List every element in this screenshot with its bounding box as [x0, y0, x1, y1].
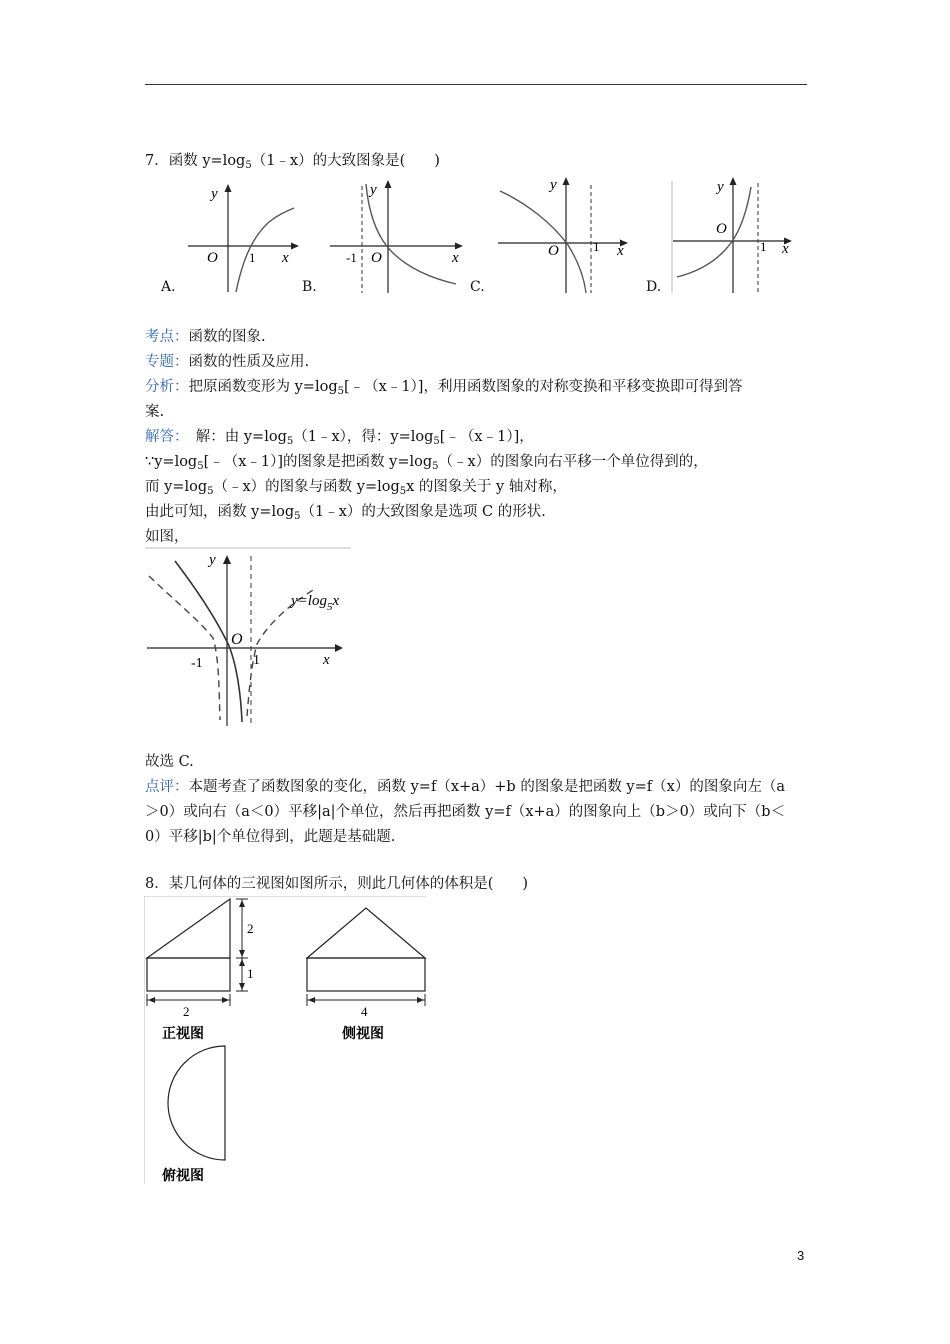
graph-b-neg-one-label: -1 [346, 250, 357, 265]
graph-c-x-label: x [617, 243, 624, 259]
graph-b-y-label: y [370, 182, 377, 198]
dim-height-bottom: 1 [247, 966, 254, 981]
graph-d-x-label: x [782, 241, 789, 257]
solution-line-2: $\because y=\log_5[﹣(x﹣1)]$的图象是把函数 $y=\log_5(﹣x)$的图象向右平移一个单位得到的， [145, 454, 708, 472]
graph-d-y-label: y [717, 179, 724, 195]
q7-graph-d [671, 173, 801, 295]
fenxi-line: 分析：把原函数变形为 $y=\log_5[﹣(x﹣1)]$，利用函数图象的对称变换和平移变换即可得到答 [145, 379, 743, 397]
dim-height-top: 2 [247, 921, 254, 936]
front-view-label: 正视图 [162, 1026, 204, 1042]
header-rule [145, 84, 807, 85]
solution-line-5: 如图， [145, 529, 189, 545]
graph-c-origin-label: O [548, 243, 559, 259]
q7-stem: 7．函数 $y=\log_5(1﹣x)$的大致图象是( ) [145, 153, 440, 171]
top-view-label: 俯视图 [162, 1168, 204, 1184]
solution-graph-x-label: x [323, 652, 330, 668]
graph-a-y-label: y [211, 186, 218, 202]
dianping-line-2: ＞0）或向右（a＜0）平移|a|个单位，然后再把函数 y=f（x+a）的图象向上（b＞0）或向下（b＜ [145, 804, 786, 820]
q7-graph-a [183, 178, 303, 296]
dim-width-front: 2 [183, 1004, 190, 1019]
graph-c-y-label: y [550, 177, 557, 193]
dim-width-side: 4 [361, 1004, 368, 1019]
solution-line-3: 而 $y=\log_5(﹣x)$的图象与函数 $y=\log_5x$ 的图象关于 y 轴对称， [145, 479, 567, 497]
q7-graph-c [496, 173, 638, 295]
jieda-line: 解答： 解：由 $y=\log_5(1﹣x)$，得：$y=\log_5[﹣(x﹣1)]$， [145, 429, 534, 447]
q7-graph-b [326, 176, 471, 296]
kaodian-line: 考点：函数的图象. [145, 329, 266, 345]
q7-option-d[interactable]: D. [646, 279, 662, 295]
q8-stem: 8．某几何体的三视图如图所示，则此几何体的体积是( ) [145, 876, 529, 892]
conclusion-line: 故选 C. [145, 754, 194, 770]
graph-a-x-label: x [282, 250, 289, 266]
graph-c-one-label: 1 [593, 239, 600, 254]
graph-a-origin-label: O [207, 250, 218, 266]
graph-a-one-label: 1 [249, 250, 256, 265]
solution-graph-origin-label: O [231, 631, 243, 648]
solution-graph [145, 546, 355, 728]
dianping-line-1: 点评：本题考查了函数图象的变化，函数 y=f（x+a）+b 的图象是把函数 y=f（x）的图象向左（a [145, 779, 785, 795]
solution-graph-curve-label: $y=\log_5x$ [291, 593, 340, 613]
zhuanti-line: 专题：函数的性质及应用. [145, 354, 310, 370]
page-number: 3 [797, 1248, 805, 1263]
graph-d-origin-label: O [716, 221, 727, 237]
q7-option-b[interactable]: B. [302, 279, 317, 295]
graph-b-x-label: x [452, 250, 459, 266]
q7-option-c[interactable]: C. [470, 279, 485, 295]
solution-graph-neg-one-label: -1 [191, 656, 203, 671]
q7-option-a[interactable]: A. [161, 279, 176, 295]
fenxi-cont-line: 案. [145, 404, 165, 420]
solution-line-4: 由此可知，函数 $y=\log_5(1﹣x)$的大致图象是选项 C 的形状. [145, 504, 546, 522]
q8-three-views [144, 896, 434, 1186]
dianping-line-3: 0）平移|b|个单位得到，此题是基础题. [145, 829, 396, 845]
side-view-label: 侧视图 [342, 1026, 384, 1042]
solution-graph-y-label: y [209, 552, 216, 568]
graph-d-one-label: 1 [760, 239, 767, 254]
graph-b-origin-label: O [371, 250, 382, 266]
solution-graph-one-label: 1 [253, 653, 260, 668]
